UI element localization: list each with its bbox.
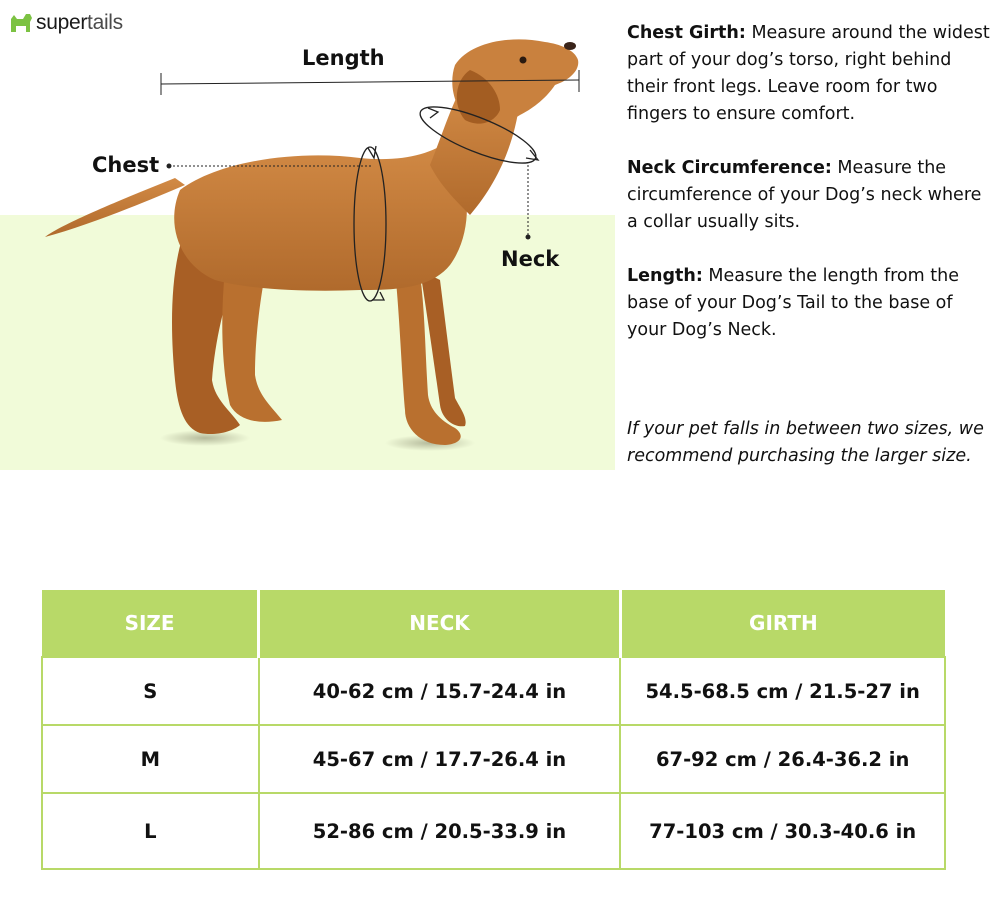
header-size: SIZE <box>42 590 259 657</box>
length-instruction: Length: Measure the length from the base of your Dog’s Tail to the base of your Dog’s Neck. <box>627 266 959 340</box>
table-row <box>42 793 945 869</box>
size-cell: M <box>42 725 259 793</box>
size-cell: S <box>42 657 259 725</box>
neck-cell: 45-67 cm / 17.7-26.4 in <box>259 725 621 793</box>
header-girth: GIRTH <box>620 590 945 657</box>
size-note: If your pet falls in between two sizes, we recommend purchasing the larger size. <box>627 419 984 466</box>
neck-instruction: Neck Circumference: Measure the circumference of your Dog’s neck where a collar usually sits. <box>627 158 982 232</box>
dog-body <box>174 140 467 291</box>
size-chart-table <box>41 590 946 870</box>
dog-eye <box>520 57 527 64</box>
table-header-row <box>42 590 945 657</box>
girth-cell: 77-103 cm / 30.3-40.6 in <box>620 793 945 869</box>
neck-cell: 40-62 cm / 15.7-24.4 in <box>259 657 621 725</box>
girth-cell: 67-92 cm / 26.4-36.2 in <box>620 725 945 793</box>
dog-nose <box>564 42 576 50</box>
table-row <box>42 657 945 725</box>
dog-measurement-illustration <box>0 0 620 480</box>
girth-cell: 54.5-68.5 cm / 21.5-27 in <box>620 657 945 725</box>
neck-cell: 52-86 cm / 20.5-33.9 in <box>259 793 621 869</box>
measurement-instructions <box>627 20 992 371</box>
dog-tail <box>45 178 185 237</box>
dog-hind-leg-back <box>222 270 282 422</box>
neck-arrow-left <box>428 108 438 118</box>
chest-instruction: Chest Girth: Measure around the widest part of your dog’s torso, right behind their front legs. Leave room for two fingers to ensure comfort. <box>627 23 990 124</box>
brand-name: supertails <box>36 11 123 34</box>
neck-leader-dot <box>526 235 531 240</box>
length-label: Length <box>302 46 385 70</box>
header-neck: NECK <box>259 590 621 657</box>
chest-label: Chest <box>92 153 160 177</box>
size-cell: L <box>42 793 259 869</box>
table-row <box>42 725 945 793</box>
neck-label: Neck <box>501 247 560 271</box>
